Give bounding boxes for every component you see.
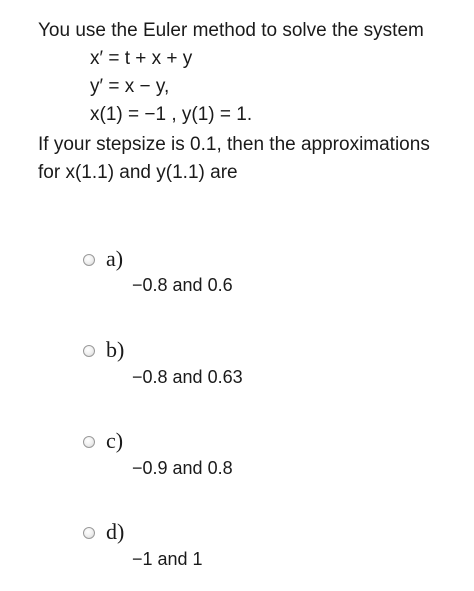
equation-y-prime: y′ = x − y, <box>90 76 170 97</box>
initial-conditions: x(1) = −1 , y(1) = 1. <box>90 104 253 125</box>
option-d-letter: d) <box>106 519 125 544</box>
option-c-letter: c) <box>106 428 124 453</box>
option-d-answer: −1 and 1 <box>132 549 203 569</box>
option-b-letter: b) <box>106 337 125 362</box>
option-d-radio[interactable] <box>83 527 95 539</box>
question-intro: You use the Euler method to solve the system <box>38 20 424 41</box>
option-a-letter: a) <box>106 246 124 271</box>
option-b-radio[interactable] <box>83 345 95 357</box>
option-c-radio[interactable] <box>83 436 95 448</box>
question-for-line: for x(1.1) and y(1.1) are <box>38 162 238 183</box>
option-a-radio[interactable] <box>83 254 95 266</box>
equation-x-prime: x′ = t + x + y <box>90 48 193 69</box>
question-stepsize-line: If your stepsize is 0.1, then the approximations <box>38 134 430 155</box>
option-c-answer: −0.9 and 0.8 <box>132 458 233 478</box>
option-b-answer: −0.8 and 0.63 <box>132 367 243 387</box>
option-a-answer: −0.8 and 0.6 <box>132 275 233 295</box>
